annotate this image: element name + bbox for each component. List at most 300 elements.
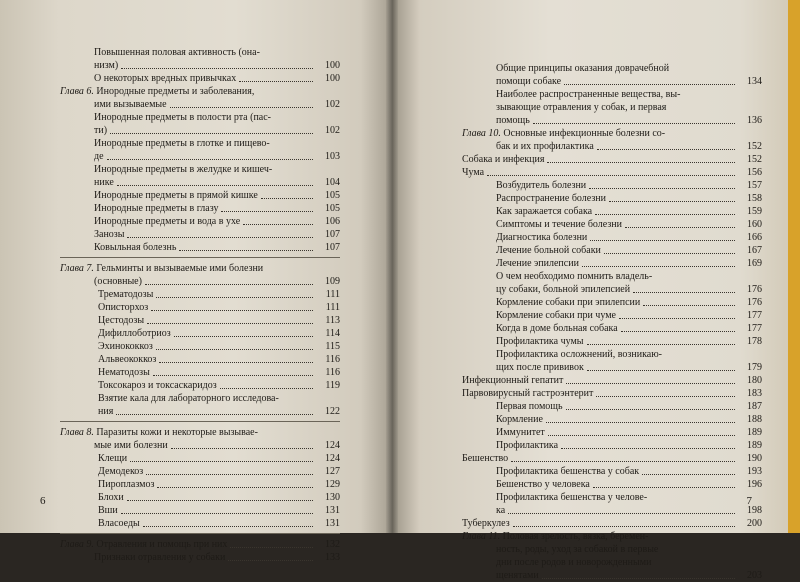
toc-page-number: 167 [747, 245, 762, 256]
toc-page-number: 130 [325, 492, 340, 503]
entry-title: Профилактика бешенства у собак [496, 466, 640, 477]
toc-page-number: 176 [747, 297, 762, 308]
toc-entry [462, 517, 762, 530]
toc-entry-text [496, 218, 622, 231]
toc-entry [60, 314, 340, 327]
leader-dots [220, 388, 313, 389]
toc-entry [60, 340, 340, 353]
toc-entry [462, 426, 762, 439]
toc-entry-text [496, 504, 505, 517]
leader-dots [582, 266, 735, 267]
toc-entry-text [98, 452, 127, 465]
entry-title: нике [94, 177, 114, 188]
toc-entry-text [94, 275, 142, 288]
leader-dots [561, 448, 735, 449]
entry-title: Блохи [98, 492, 124, 503]
leader-dots [170, 107, 313, 108]
toc-entry [60, 288, 340, 301]
toc-page-number: 169 [747, 258, 762, 269]
entry-title: Кормление собаки при чуме [496, 310, 616, 321]
entry-title: Парвовирусный гастроэнтерит [462, 388, 594, 399]
toc-page-number: 124 [325, 453, 340, 464]
toc-separator [60, 421, 340, 422]
toc-entry [462, 543, 762, 556]
toc-chapter-entry [60, 538, 340, 551]
toc-page-number: 196 [747, 479, 762, 490]
toc-entry-text [462, 387, 593, 400]
entry-title: Пироплазмоз [98, 479, 155, 490]
toc-entry [60, 98, 340, 111]
entry-title: Гельминты и вызываемые ими болезни [96, 263, 264, 274]
leader-dots [621, 331, 735, 332]
toc-entry-text [98, 465, 143, 478]
leader-dots [596, 396, 735, 397]
leader-dots [145, 284, 313, 285]
toc-page-number: 189 [747, 440, 762, 451]
toc-chapter-entry [60, 262, 340, 275]
toc-entry-text [94, 241, 176, 254]
toc-entry [462, 283, 762, 296]
toc-entry [60, 46, 340, 59]
chapter-label: Глава 11. [462, 531, 501, 542]
entry-title: Признаки отравления у собаки [94, 552, 226, 563]
leader-dots [159, 362, 313, 363]
leader-dots [127, 500, 313, 501]
entry-title: Диагностика болезни [496, 232, 588, 243]
toc-entry-text [496, 75, 561, 88]
entry-title: О некоторых вредных привычках [94, 73, 237, 84]
entry-title: Отравления и помощь при них [96, 539, 228, 550]
toc-entry [60, 111, 340, 124]
toc-entry [60, 124, 340, 137]
toc-entry-text [462, 374, 563, 387]
toc-page-number: 116 [325, 354, 340, 365]
toc-entry [462, 374, 762, 387]
toc-entry-text [94, 228, 124, 241]
toc-page-number: 190 [747, 453, 762, 464]
toc-entry-text [98, 504, 118, 517]
entry-title: помощь [496, 115, 530, 126]
page-number-right: 7 [746, 495, 752, 507]
toc-page-number: 131 [325, 505, 340, 516]
toc-entry-text [98, 478, 154, 491]
leader-dots [548, 435, 735, 436]
toc-left [60, 46, 340, 564]
toc-entry [60, 215, 340, 228]
toc-entry [60, 301, 340, 314]
toc-entry-text [496, 413, 543, 426]
toc-entry [462, 322, 762, 335]
entry-title: зывающие отравления у собак, и первая [496, 102, 667, 113]
toc-entry [60, 439, 340, 452]
toc-page-number: 157 [747, 180, 762, 191]
leader-dots [587, 344, 735, 345]
toc-page-number: 189 [747, 427, 762, 438]
entry-title: Инородные предметы в полости рта (пас- [94, 112, 272, 123]
entry-title: ка [496, 505, 506, 516]
toc-page-number: 104 [325, 177, 340, 188]
toc-entry [60, 176, 340, 189]
entry-title: Симптомы и течение болезни [496, 219, 622, 230]
toc-entry-text [94, 137, 270, 150]
leader-dots [533, 123, 735, 124]
leader-dots [243, 224, 313, 225]
entry-title: Распространение болезни [496, 193, 606, 204]
entry-title: Общие принципы оказания доврачебной [496, 63, 670, 74]
leader-dots [110, 133, 313, 134]
toc-entry-text [496, 309, 616, 322]
toc-entry [462, 478, 762, 491]
leader-dots [156, 297, 313, 298]
chapter-label: Глава 9. [60, 539, 94, 550]
entry-title: ти) [94, 125, 108, 136]
toc-entry [462, 400, 762, 413]
leader-dots [590, 240, 735, 241]
leader-dots [143, 526, 313, 527]
toc-entry [462, 75, 762, 88]
toc-entry [60, 379, 340, 392]
leader-dots [121, 513, 313, 514]
toc-page-number: 132 [325, 539, 340, 550]
toc-entry-text [94, 189, 258, 202]
toc-entry-text [496, 439, 558, 452]
entry-title: Инородные предметы в глазу [94, 203, 219, 214]
leader-dots [487, 175, 735, 176]
toc-entry [462, 556, 762, 569]
entry-title: Первая помощь [496, 401, 563, 412]
toc-right [462, 62, 762, 582]
leader-dots [542, 578, 735, 579]
toc-entry [462, 218, 762, 231]
toc-page-number: 127 [325, 466, 340, 477]
entry-title: Иммунитет [496, 427, 545, 438]
entry-title: Основные инфекционные болезни со- [503, 128, 666, 139]
toc-entry-text [496, 322, 618, 335]
toc-entry-text [60, 426, 258, 439]
toc-entry-text [496, 569, 539, 582]
entry-title: Инфекционный гепатит [462, 375, 564, 386]
entry-title: Цестодозы [98, 315, 145, 326]
entry-title: Профилактика осложнений, возникаю- [496, 349, 663, 360]
toc-entry [60, 241, 340, 254]
entry-title: Повышенная половая активность (она- [94, 47, 260, 58]
entry-title: низм) [94, 60, 119, 71]
entry-title: Инородные предметы в глотке и пищево- [94, 138, 270, 149]
entry-title: Описторхоз [98, 302, 149, 313]
entry-title: Паразиты кожи и некоторые вызывае- [96, 427, 258, 438]
toc-entry-text [98, 392, 279, 405]
toc-entry [462, 114, 762, 127]
toc-entry [462, 387, 762, 400]
entry-title: Вши [98, 505, 118, 516]
entry-title: Лечение эпилепсии [496, 258, 579, 269]
toc-entry [462, 361, 762, 374]
entry-title: Ковыльная болезнь [94, 242, 177, 253]
toc-entry [462, 88, 762, 101]
toc-page-number: 124 [325, 440, 340, 451]
toc-entry [60, 504, 340, 517]
entry-title: Наиболее распространенные вещества, вы- [496, 89, 681, 100]
toc-page-number: 177 [747, 310, 762, 321]
leader-dots [513, 526, 735, 527]
leader-dots [127, 237, 313, 238]
toc-entry [462, 231, 762, 244]
toc-entry-text [496, 491, 647, 504]
toc-page-number: 111 [325, 302, 340, 313]
entry-title: бак и их профилактика [496, 141, 594, 152]
toc-entry [60, 405, 340, 418]
toc-page-number: 113 [325, 315, 340, 326]
entry-title: Лечение больной собаки [496, 245, 601, 256]
toc-entry-text [462, 530, 648, 543]
toc-page-number: 193 [747, 466, 762, 477]
toc-entry-text [98, 491, 124, 504]
entry-title: Трематодозы [98, 289, 154, 300]
toc-entry [462, 62, 762, 75]
leader-dots [171, 448, 313, 449]
toc-entry-text [496, 192, 606, 205]
toc-entry [60, 452, 340, 465]
toc-page-number: 166 [747, 232, 762, 243]
toc-entry-text [98, 288, 153, 301]
toc-entry [462, 335, 762, 348]
toc-entry-text [462, 166, 484, 179]
toc-entry-text [496, 400, 563, 413]
toc-entry [60, 551, 340, 564]
toc-page-number: 152 [747, 141, 762, 152]
toc-page-number: 180 [747, 375, 762, 386]
entry-title: Туберкулез [462, 518, 510, 529]
toc-entry [60, 150, 340, 163]
toc-entry [462, 439, 762, 452]
toc-entry-text [94, 163, 272, 176]
toc-entry [462, 166, 762, 179]
entry-title: щенятами [496, 570, 539, 581]
leader-dots [597, 149, 735, 150]
leader-dots [609, 201, 735, 202]
toc-page-number: 159 [747, 206, 762, 217]
leader-dots [156, 349, 313, 350]
toc-page-number: 133 [325, 552, 340, 563]
toc-entry-text [496, 556, 651, 569]
toc-entry-text [94, 202, 218, 215]
toc-entry-text [94, 46, 260, 59]
toc-entry-text [462, 153, 544, 166]
leader-dots [121, 68, 313, 69]
entry-title: Токсокароз и токсаскаридоз [98, 380, 217, 391]
toc-entry-text [462, 452, 508, 465]
entry-title: Занозы [94, 229, 125, 240]
toc-entry-text [496, 114, 530, 127]
leader-dots [116, 414, 313, 415]
leader-dots [179, 250, 313, 251]
toc-entry [462, 569, 762, 582]
leader-dots [130, 461, 313, 462]
toc-entry [462, 192, 762, 205]
toc-page-number: 119 [325, 380, 340, 391]
toc-page-number: 178 [747, 336, 762, 347]
toc-entry [462, 491, 762, 504]
leader-dots [147, 323, 313, 324]
toc-page-number: 111 [325, 289, 340, 300]
toc-entry [60, 517, 340, 530]
entry-title: Профилактика бешенства у челове- [496, 492, 648, 503]
chapter-label: Глава 7. [60, 263, 94, 274]
toc-entry [60, 327, 340, 340]
entry-title: цу собаки, больной эпилепсией [496, 284, 631, 295]
leader-dots [566, 409, 735, 410]
leader-dots [633, 292, 735, 293]
toc-entry-text [98, 379, 217, 392]
leader-dots [593, 487, 735, 488]
leader-dots [547, 162, 735, 163]
toc-entry-text [60, 85, 254, 98]
leader-dots [153, 375, 313, 376]
entry-title: Инородные предметы и заболевания, [96, 86, 255, 97]
entry-title: Инородные предметы в прямой кишке [94, 190, 258, 201]
toc-page-number: 134 [747, 76, 762, 87]
leader-dots [625, 227, 735, 228]
toc-entry-text [496, 478, 590, 491]
toc-chapter-entry [462, 127, 762, 140]
entry-title: Как заражается собака [496, 206, 593, 217]
toc-entry-text [60, 538, 227, 551]
entry-title: Клещи [98, 453, 128, 464]
leader-dots [107, 159, 313, 160]
toc-entry-text [94, 215, 240, 228]
toc-page-number: 100 [325, 73, 340, 84]
toc-page-number: 122 [325, 406, 340, 417]
toc-page-number: 129 [325, 479, 340, 490]
toc-entry-text [496, 348, 662, 361]
toc-page-number: 116 [325, 367, 340, 378]
toc-entry-text [496, 361, 584, 374]
leader-dots [604, 253, 735, 254]
toc-chapter-entry [462, 530, 762, 543]
entry-title: Бешенство у человека [496, 479, 590, 490]
entry-title: Альвеококкоз [98, 354, 157, 365]
toc-entry [462, 101, 762, 114]
entry-title: Дифиллоботриоз [98, 328, 171, 339]
toc-entry-text [94, 439, 168, 452]
leader-dots [643, 305, 735, 306]
leader-dots [564, 84, 735, 85]
toc-separator [60, 257, 340, 258]
toc-entry-text [496, 465, 639, 478]
entry-title: Кормление собаки при эпилепсии [496, 297, 641, 308]
toc-entry [60, 228, 340, 241]
left-page [0, 0, 392, 563]
toc-entry-text [496, 257, 579, 270]
toc-entry-text [98, 366, 150, 379]
toc-entry-text [98, 517, 140, 530]
toc-entry-text [94, 59, 118, 72]
entry-title: Инородные предметы в желудке и кишеч- [94, 164, 273, 175]
toc-entry [60, 465, 340, 478]
toc-entry [462, 348, 762, 361]
leader-dots [642, 474, 735, 475]
toc-entry [462, 413, 762, 426]
toc-page-number: 187 [747, 401, 762, 412]
toc-entry-text [60, 262, 263, 275]
entry-title: Когда в доме больная собака [496, 323, 618, 334]
toc-entry-text [94, 111, 271, 124]
toc-entry-text [496, 140, 594, 153]
leader-dots [239, 81, 313, 82]
entry-title: Профилактика чумы [496, 336, 584, 347]
toc-entry-text [462, 517, 510, 530]
leader-dots [546, 422, 735, 423]
toc-entry [462, 179, 762, 192]
toc-entry-text [496, 62, 669, 75]
entry-title: де [94, 151, 104, 162]
toc-page-number: 100 [325, 60, 340, 71]
toc-entry-text [496, 205, 592, 218]
toc-page-number: 183 [747, 388, 762, 399]
toc-entry-text [94, 124, 107, 137]
book-gutter [386, 0, 398, 533]
toc-entry-text [496, 283, 630, 296]
toc-page-number: 107 [325, 242, 340, 253]
toc-entry [60, 366, 340, 379]
entry-title: помощи собаке [496, 76, 562, 87]
toc-entry [60, 202, 340, 215]
entry-title: Половая зрелость, вязка, беремен- [502, 531, 649, 542]
leader-dots [221, 211, 313, 212]
toc-entry-text [496, 88, 680, 101]
toc-page-number: 105 [325, 203, 340, 214]
toc-chapter-entry [60, 85, 340, 98]
toc-page-number: 198 [747, 505, 762, 516]
leader-dots [587, 370, 735, 371]
toc-entry [462, 140, 762, 153]
toc-entry-text [94, 98, 167, 111]
toc-page-number: 109 [325, 276, 340, 287]
toc-entry-text [496, 231, 587, 244]
toc-entry [60, 392, 340, 405]
toc-entry-text [98, 353, 156, 366]
entry-title: Инородные предметы и вода в ухе [94, 216, 241, 227]
toc-entry-text [94, 551, 225, 564]
toc-page-number: 136 [747, 115, 762, 126]
toc-entry-text [496, 270, 652, 283]
toc-page-number: 188 [747, 414, 762, 425]
toc-page-number: 114 [325, 328, 340, 339]
entry-title: дни после родов и новорожденными [496, 557, 652, 568]
leader-dots [589, 188, 735, 189]
cover-edge [788, 0, 800, 533]
toc-entry-text [496, 426, 545, 439]
toc-entry-text [94, 150, 104, 163]
toc-entry [60, 163, 340, 176]
leader-dots [230, 547, 313, 548]
toc-entry-text [496, 296, 640, 309]
leader-dots [151, 310, 313, 311]
toc-entry-text [496, 179, 586, 192]
toc-entry [60, 189, 340, 202]
toc-entry-text [496, 101, 666, 114]
entry-title: Взятие кала для лабораторного исследова- [98, 393, 279, 404]
leader-dots [117, 185, 313, 186]
entry-title: Кормление [496, 414, 543, 425]
toc-separator [60, 533, 340, 534]
right-page [392, 0, 788, 581]
toc-entry-text [496, 244, 601, 257]
entry-title: Собака и инфекция [462, 154, 545, 165]
toc-entry [462, 504, 762, 517]
toc-entry-text [98, 301, 148, 314]
leader-dots [174, 336, 313, 337]
